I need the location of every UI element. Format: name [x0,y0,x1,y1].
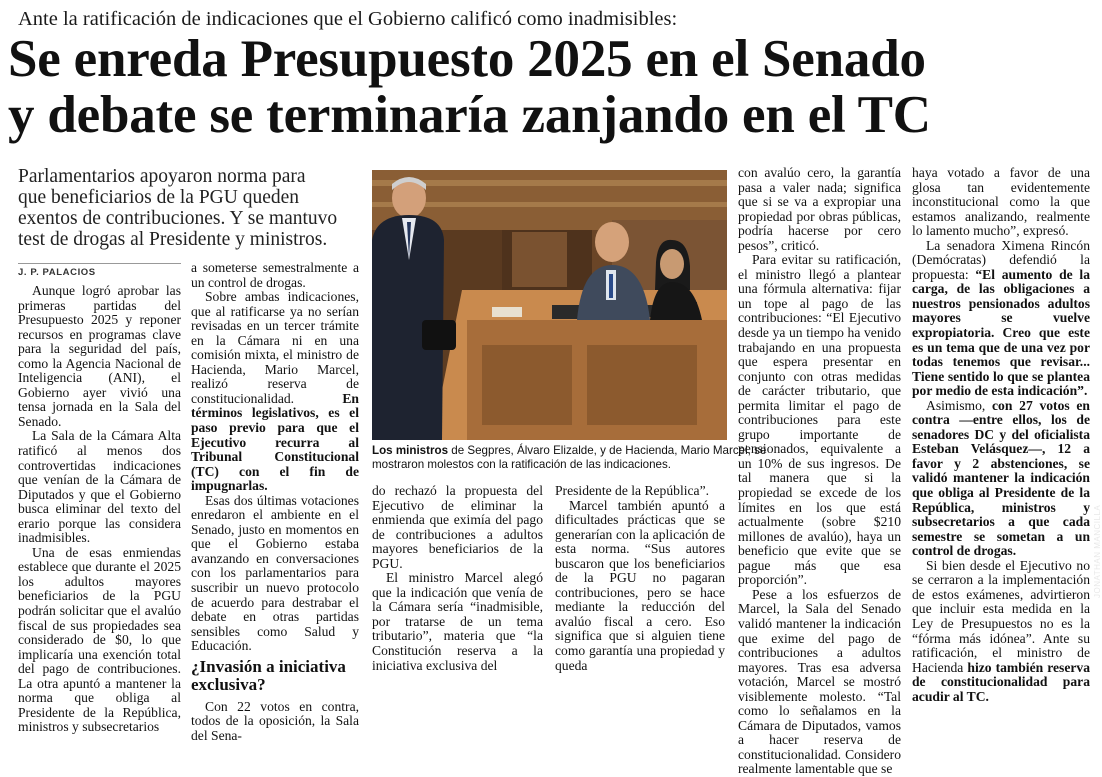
kicker: Ante la ratificación de indicaciones que el Gobierno calificó como inadmisibles: [18,8,678,30]
caption-line-1 [372,444,767,458]
text-run: Si bien desde el Ejecutivo no se cerraron a la implementación de estos exámenes, advirtieron que incluir esta medida en la Ley de Presupuestos no es la “fórma más idónea”. Ante su ratificación, el ministro de Hacienda [912,557,1090,675]
text-run-bold: hizo también reserva de constitucionalidad para acudir al TC. [912,659,1090,704]
paragraph: La Sala de la Cámara Alta ratificó al menos dos controvertidas indicaciones que venían de la Cámara de Diputados y que el Gobierno busca eliminar del texto del erario porque las considera inadmisibles. [18,428,181,546]
caption-text: de Segpres, Álvaro Elizalde, y de Hacienda, Mario Marcel, se [448,444,767,457]
column-6 [912,165,1090,704]
photo-caption [372,444,767,472]
headline-line-1: Se enreda Presupuesto 2025 en el Senado [8,30,926,88]
paragraph: Aunque logró aprobar las primeras partidas del Presupuesto 2025 y reponer recursos en programas clave para la seguridad del país, como la Agencia Nacional de Inteligencia (ANI), el Gobierno ayer vivió una tensa jornada en la Sala del Senado. [18,283,181,429]
paragraph: Marcel también apuntó a dificultades prácticas que se generarían con la aplicación de esta norma. “Sus autores buscaron que los beneficiarios de la PGU no pagaran contribuciones, pero se hace mediante la reducción del avalúo fiscal a cero. Eso significa que si alguien tiene como garantía una propiedad y queda [555,497,725,673]
byline-rule [18,263,181,278]
column-1 [18,283,181,735]
paragraph [912,399,1090,559]
paragraph: Esas dos últimas votaciones enredaron el ambiente en el Senado, justo en momentos en que el Gobierno estaba avanzando en conversaciones con los parlamentarios para suscribir un nuevo protocolo de acuerdo para destrabar el debate en otras partidas sensibles como Salud y Educación. [191,492,359,654]
text-run: Asimismo, [926,397,986,413]
paragraph: El ministro Marcel alegó que la indicación que venía de la Cámara sería “inadmisible, por tratarse de un tema tributario”, materia que “la Constitución reserva a la iniciativa exclusiva del [372,570,543,673]
headline-line-2: y debate se terminaría zanjando en el TC [8,86,931,144]
paragraph [912,559,1090,704]
paragraph [191,290,359,494]
deck-line-1: Parlamentarios apoyaron norma para [18,166,306,187]
paragraph: con avalúo cero, la garantía pasa a valer nada; significa que si se va a expropiar una propiedad por obras públicas, podría hacerse por cero pesos”, criticó. [738,165,901,253]
section-subhead: ¿Invasión a iniciativa exclusiva? [191,656,346,694]
column-3 [372,483,543,673]
paragraph: Presidente de la República”. [555,483,710,498]
text-run-bold: “El aumento de la carga, de las obligaciones a nuestros pensionados adultos mayores se vuelve expropiatoria. Creo que este es un tema que de una vez por todas tenemos que revisar... Tiene sentido lo que se plantea por medio de esta indicación”. [912,266,1090,399]
paragraph: haya votado a favor de una glosa tan evidentemente inconstitucional como la que estamos analizando, realmente lo lamento mucho”, expresó. [912,165,1090,239]
headline [8,31,1098,143]
column-5 [738,165,901,777]
paragraph: a someterse semestralmente a un control de drogas. [191,260,359,290]
photo-illustration [372,170,727,440]
column-2 [191,260,359,743]
deck [18,166,368,250]
caption-lead: Los ministros [372,444,449,457]
text-run: Sobre ambas indicaciones, que al ratificarse ya no serían revisadas en un tercer trámite en la Cámara ni en una comisión mixta, el ministro de Hacienda, Mario Marcel, realizó reserva de constitucionalidad. [191,289,359,406]
paragraph: Con 22 votos en contra, todos de la oposición, la Sala del Sena- [191,698,359,743]
paragraph: do rechazó la propuesta del Ejecutivo de eliminar la enmienda que eximía del pago de contribuciones a adultos mayores beneficiarios de la PGU. [372,483,543,571]
byline: J. P. PALACIOS [18,267,96,278]
text-run-bold: En términos legislativos, es el paso previo para que el Ejecutivo recurra al Tribunal Constitucional (TC) con el fin de impugnarlas. [191,390,359,494]
deck-line-3: exentos de contribuciones. Y se mantuvo [18,208,338,229]
paragraph [912,239,1090,399]
text-run: La senadora Ximena Rincón (Demócratas) defendió la propuesta: [912,237,1090,282]
deck-line-4: test de drogas al Presidente y ministros. [18,229,328,250]
column-4 [555,483,725,673]
paragraph: Para evitar su ratificación, el ministro llegó a plantear una fórmula alternativa: fijar un tope al pago de las contribuciones: “El Ejecutivo desde ya un tiempo ha venido trabajando en una propuesta que espera presentar en conjunto con otras medidas de carácter tributario, que permita limitar el pago de contribuciones para este grupo importante de pensionados, equivalente a un 10% de sus ingresos. De tal manera que si la propiedad se excede de los límites en los que está actualmente (sobre $210 millones de avalúo), haya un beneficio que evite que se pague más que esa proporción”. [738,252,901,588]
paragraph: Una de esas enmiendas establece que durante el 2025 los adultos mayores beneficiarios de la PGU podrán solicitar que el avalúo fiscal de sus propiedades sea considerado de $0, lo que implicaría una exención total del pago de contribuciones. La otra apuntó a mantener la norma que obliga al Presidente de la República, ministros y subsecretarios [18,544,181,735]
text-run-bold: con 27 votos en contra —entre ellos, los de senadores DC y del oficialista Esteban Velásquez—, 12 a favor y 2 abstenciones, se validó mantener la indicación que obliga al Presidente de la República, ministros y subsecretarios a que cada semestre se sometan a un control de drogas. [912,397,1090,559]
deck-line-2: que beneficiarios de la PGU queden [18,187,300,208]
photo-credit-text: JONATHAN MANCILLA [1093,504,1102,598]
paragraph: Pese a los esfuerzos de Marcel, la Sala del Senado validó mantener la indicación que exime del pago de contribuciones a adultos mayores. Tras esa adversa votación, Marcel se mostró visiblemente molesto. “Tal como lo señalamos en la Cámara de Diputados, vamos a hacer reserva de constitucionalidad. Considero realmente lamentable que se [738,586,901,777]
caption-line-2: mostraron molestos con la ratificación de las indicaciones. [372,458,672,471]
